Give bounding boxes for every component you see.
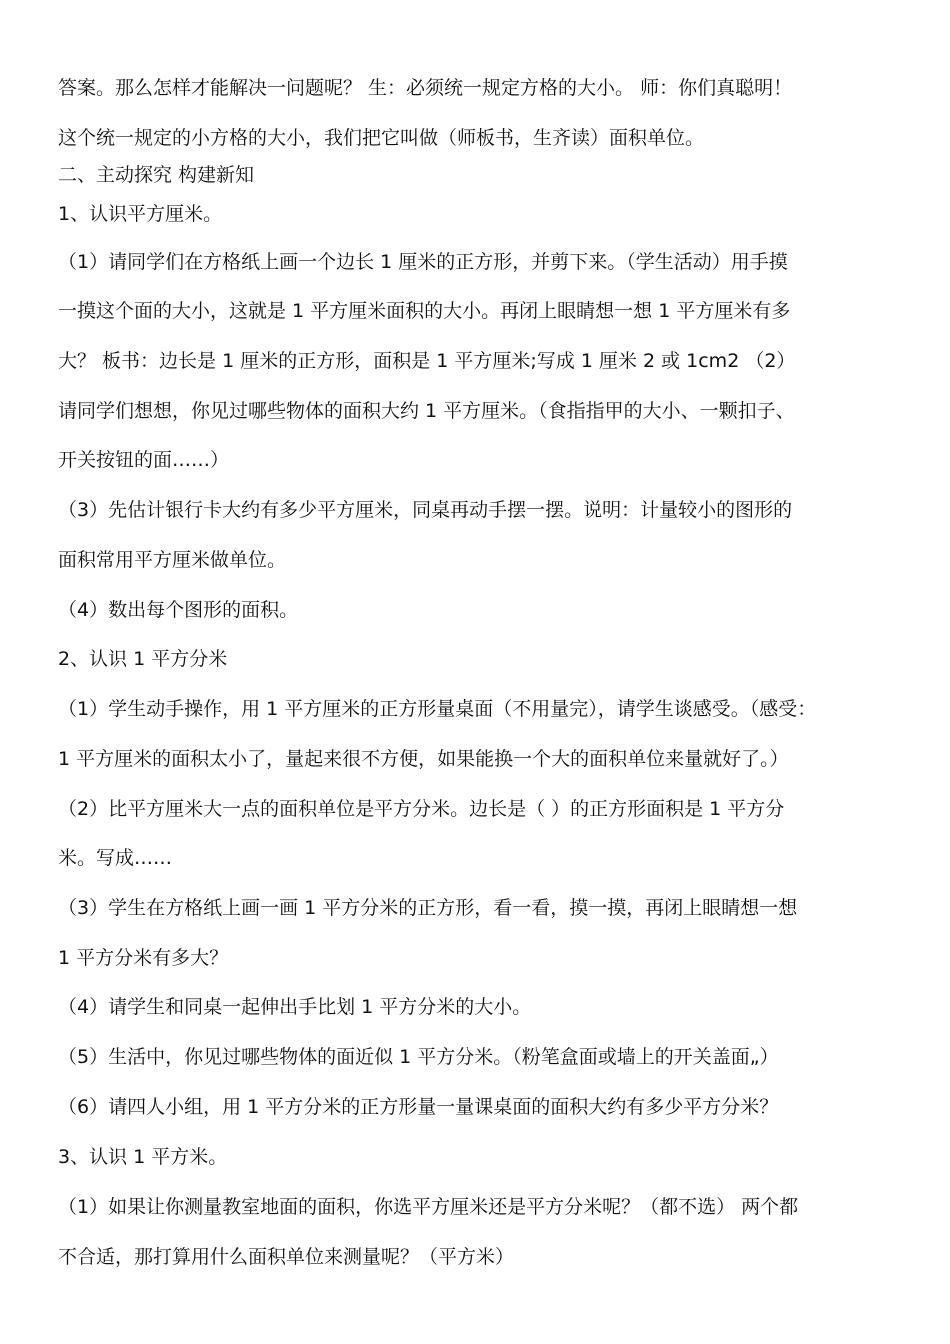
text-line: 答案。那么怎样才能解决一问题呢？ 生：必须统一规定方格的大小。 师：你们真聪明！ xyxy=(58,77,793,99)
text-line: 一摸这个面的大小，这就是 1 平方厘米面积的大小。再闭上眼睛想一想 1 平方厘米有多 xyxy=(58,300,791,322)
text-line: 大？ 板书：边长是 1 厘米的正方形，面积是 1 平方厘米;写成 1 厘米 2 或 1cm2 （2） xyxy=(58,350,796,372)
subsection-heading: 2、认识 1 平方分米 xyxy=(58,648,228,670)
text-line: （4）请学生和同桌一起伸出手比划 1 平方分米的大小。 xyxy=(58,996,532,1018)
text-line: （2）比平方厘米大一点的面积单位是平方分米。边长是（ ）的正方形面积是 1 平方分 xyxy=(58,798,785,820)
text-line: 米。写成…… xyxy=(58,847,173,869)
text-line: （1）请同学们在方格纸上画一个边长 1 厘米的正方形，并剪下来。（学生活动）用手摸 xyxy=(58,251,788,273)
text-line: 不合适，那打算用什么面积单位来测量呢？（平方米） xyxy=(58,1246,515,1268)
text-line: （1）学生动手操作，用 1 平方厘米的正方形量桌面（不用量完），请学生谈感受。（感受： xyxy=(58,698,817,720)
text-line: 面积常用平方厘米做单位。 xyxy=(58,549,287,571)
text-line: （1）如果让你测量教室地面的面积，你选平方厘米还是平方分米呢？（都不选） 两个都 xyxy=(58,1196,799,1218)
text-line: 这个统一规定的小方格的大小，我们把它叫做（师板书，生齐读）面积单位。 xyxy=(58,127,705,149)
text-line: （5）生活中，你见过哪些物体的面近似 1 平方分米。（粉笔盒面或墙上的开关盖面„） xyxy=(58,1046,779,1068)
text-line: 请同学们想想，你见过哪些物体的面积大约 1 平方厘米。（食指指甲的大小、一颗扣子、 xyxy=(58,400,795,422)
text-line: （4）数出每个图形的面积。 xyxy=(58,599,299,621)
text-line: 开关按钮的面……） xyxy=(58,449,230,471)
text-line: （6）请四人小组，用 1 平方分米的正方形量一量课桌面的面积大约有多少平方分米？ xyxy=(58,1096,779,1118)
text-line: 1 平方分米有多大？ xyxy=(58,947,229,969)
subsection-heading: 1、认识平方厘米。 xyxy=(58,203,223,225)
text-line: 1 平方厘米的面积太小了，量起来很不方便，如果能换一个大的面积单位来量就好了。） xyxy=(58,748,789,770)
text-line: （3）学生在方格纸上画一画 1 平方分米的正方形，看一看，摸一摸，再闭上眼睛想一想 xyxy=(58,897,798,919)
subsection-heading: 3、认识 1 平方米。 xyxy=(58,1146,228,1168)
text-line: （3）先估计银行卡大约有多少平方厘米，同桌再动手摆一摆。说明：计量较小的图形的 xyxy=(58,499,793,521)
section-heading: 二、主动探究 构建新知 xyxy=(58,164,255,186)
